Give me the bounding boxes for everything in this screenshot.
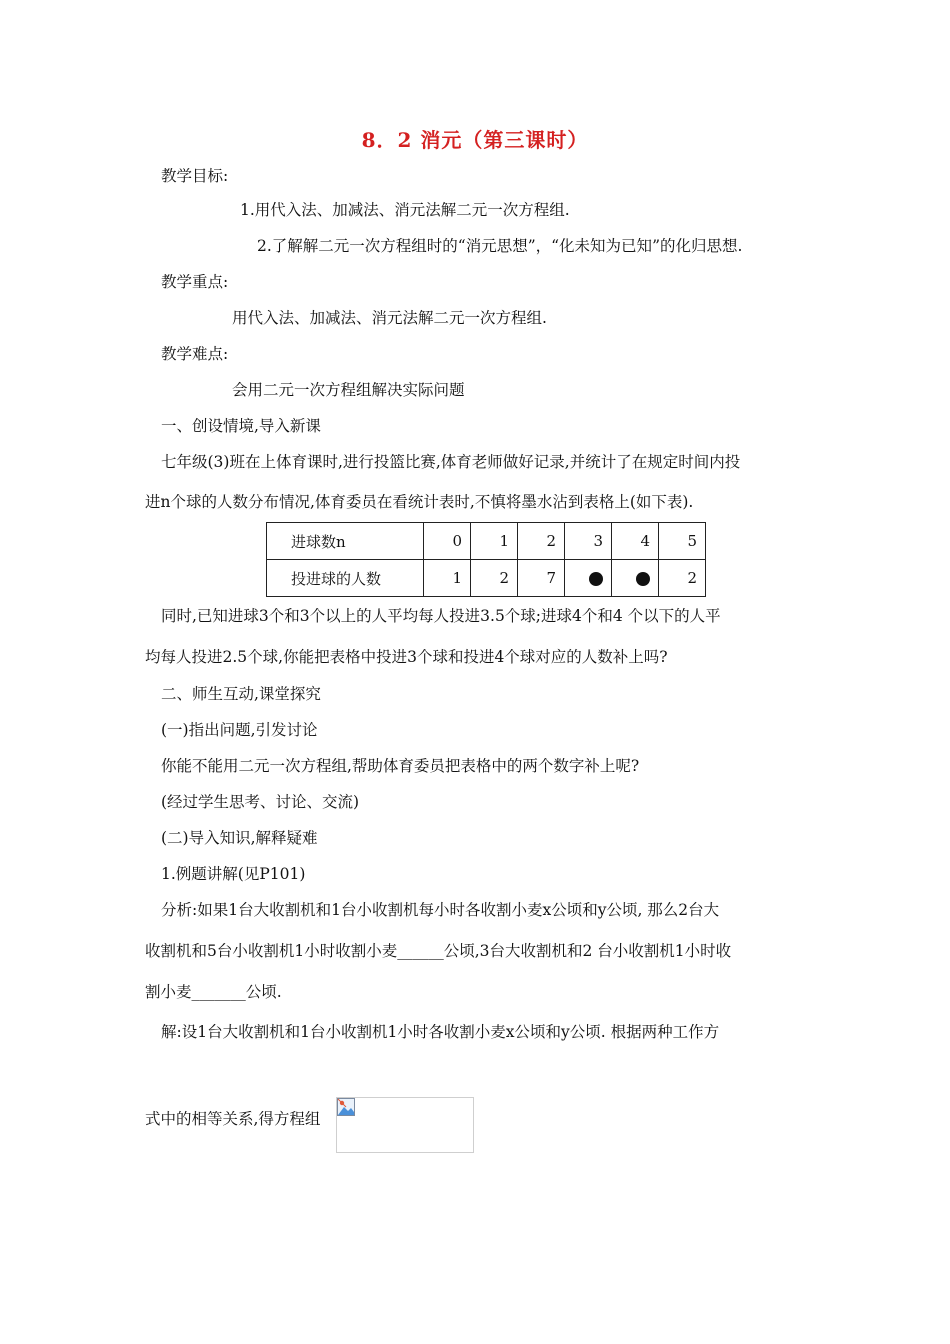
subsection-2-heading: (二)导入知识,解释疑难 (161, 829, 318, 847)
ink-blot-icon (636, 572, 650, 586)
goals-heading: 教学目标: (161, 167, 229, 185)
table-cell: 3 (565, 523, 612, 560)
key-heading: 教学重点: (161, 273, 229, 291)
solution-line-1: 解:设1台大收割机和1台小收割机1小时各收割小麦x公顷和y公顷. 根据两种工作方 (161, 1023, 720, 1041)
section-2-heading: 二、师生互动,课堂探究 (161, 685, 321, 703)
broken-image-icon (337, 1098, 355, 1116)
ink-blot-cell (612, 560, 659, 597)
table-row (267, 560, 706, 597)
section-1-heading: 一、创设情境,导入新课 (161, 417, 321, 435)
analysis-line-3: 割小麦_______公顷. (145, 983, 282, 1001)
goal-2: 2.了解解二元一次方程组时的“消元思想”，“化未知为已知”的化归思想. (257, 237, 743, 255)
question-text: 你能不能用二元一次方程组,帮助体育委员把表格中的两个数字补上呢? (161, 757, 640, 775)
goal-1: 1.用代入法、加减法、消元法解二元一次方程组. (240, 201, 570, 219)
analysis-line-2: 收割机和5台小收割机1小时收割小麦______公顷,3台大收割机和2 台小收割机1小时收 (145, 942, 732, 960)
key-text: 用代入法、加减法、消元法解二元一次方程组. (232, 309, 547, 327)
difficulty-heading: 教学难点: (161, 345, 229, 363)
paragraph-1-line-2: 进n个球的人数分布情况,体育委员在看统计表时,不慎将墨水沾到表格上(如下表). (145, 493, 694, 511)
table-cell: 7 (518, 560, 565, 597)
ink-blot-icon (589, 572, 603, 586)
table-cell: 2 (518, 523, 565, 560)
table-cell: 2 (659, 560, 706, 597)
score-table (266, 522, 706, 597)
equation-image-placeholder (336, 1097, 474, 1153)
ink-blot-cell (565, 560, 612, 597)
paragraph-2-line-1: 同时,已知进球3个和3个以上的人平均每人投进3.5个球;进球4个和4 个以下的人平 (161, 607, 721, 625)
difficulty-text: 会用二元一次方程组解决实际问题 (232, 381, 465, 399)
subsection-1-heading: (一)指出问题,引发讨论 (161, 721, 318, 739)
table-row (267, 523, 706, 560)
analysis-line-1: 分析:如果1台大收割机和1台小收割机每小时各收割小麦x公顷和y公顷, 那么2台大 (161, 901, 720, 919)
solution-line-2: 式中的相等关系,得方程组 (145, 1110, 321, 1128)
table-cell: 2 (471, 560, 518, 597)
table-row-label: 进球数n (267, 523, 424, 560)
discussion-note: (经过学生思考、讨论、交流) (161, 793, 360, 811)
table-cell: 5 (659, 523, 706, 560)
paragraph-2-line-2: 均每人投进2.5个球,你能把表格中投进3个球和投进4个球对应的人数补上吗? (145, 648, 668, 666)
table-cell: 1 (471, 523, 518, 560)
table-cell: 4 (612, 523, 659, 560)
example-heading: 1.例题讲解(见P101) (161, 865, 306, 883)
table-cell: 0 (424, 523, 471, 560)
paragraph-1-line-1: 七年级(3)班在上体育课时,进行投篮比赛,体育老师做好记录,并统计了在规定时间内投 (161, 453, 741, 471)
table-row-label: 投进球的人数 (267, 560, 424, 597)
table-cell: 1 (424, 560, 471, 597)
page-title: 8．2 消元（第三课时） (361, 128, 589, 152)
